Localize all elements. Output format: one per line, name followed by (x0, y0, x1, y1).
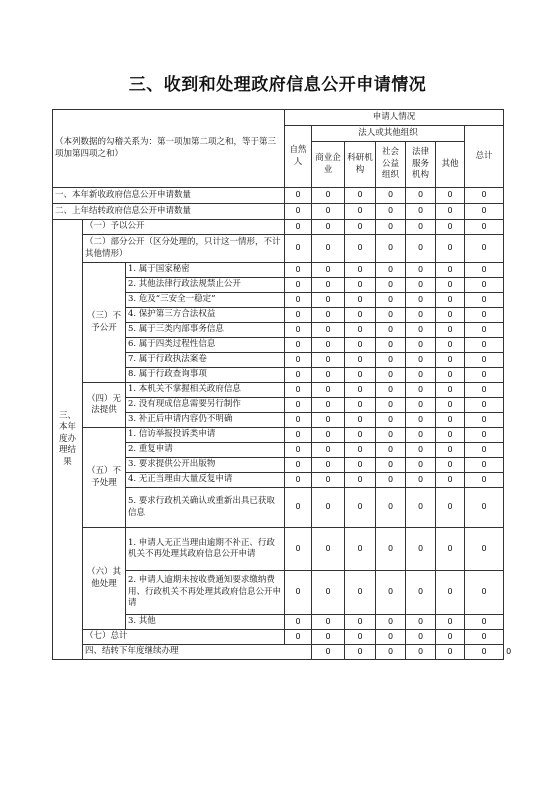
row-label: （一）予以公开 (83, 220, 285, 235)
cell-value: 0 (345, 308, 376, 323)
cell-value: 0 (465, 645, 504, 660)
cell-value: 0 (345, 204, 376, 220)
row-label: 5. 要求行政机关确认或重新出具已获取信息 (126, 488, 285, 528)
cell-value: 0 (436, 293, 465, 308)
cell-value: 0 (312, 458, 345, 473)
row-label: 5. 属于三类内部事务信息 (126, 323, 285, 338)
cell-value: 0 (345, 473, 376, 488)
row-label: 2. 没有现成信息需要另行制作 (126, 398, 285, 413)
cell-value: 0 (345, 278, 376, 293)
row-label: 二、上年结转政府信息公开申请数量 (53, 204, 285, 220)
cell-value: 0 (285, 338, 312, 353)
cell-value: 0 (465, 353, 504, 368)
cell-value: 0 (376, 293, 406, 308)
cell-value: 0 (312, 571, 345, 615)
row-other-processing-item (53, 528, 504, 571)
cell-value: 0 (436, 204, 465, 220)
cell-value: 0 (345, 398, 376, 413)
cell-value: 0 (376, 368, 406, 383)
row-label: 一、本年新收政府信息公开申请数量 (53, 188, 285, 204)
cell-value: 0 (376, 645, 406, 660)
cell-value: 0 (406, 204, 436, 220)
row-not-disclosed-item (53, 263, 504, 278)
cell-value: 0 (285, 428, 312, 443)
cell-value: 0 (376, 630, 406, 645)
cell-value: 0 (312, 368, 345, 383)
cell-value: 0 (376, 235, 406, 263)
cell-value: 0 (345, 488, 376, 528)
cell-value: 0 (436, 398, 465, 413)
cell-value: 0 (376, 615, 406, 630)
cell-value: 0 (345, 571, 376, 615)
row-label: 6. 属于四类过程性信息 (126, 338, 285, 353)
cell-value: 0 (376, 488, 406, 528)
cell-value: 0 (345, 383, 376, 398)
group-not-disclosed-label: （三）不予公开 (83, 263, 126, 383)
cell-value: 0 (406, 443, 436, 458)
cell-value: 0 (406, 220, 436, 235)
cell-value: 0 (436, 323, 465, 338)
cell-value: 0 (465, 263, 504, 278)
row-label: 1. 申请人无正当理由逾期不补正、行政机关不再处理其政府信息公开申请 (126, 528, 285, 571)
cell-value: 0 (312, 473, 345, 488)
cell-value: 0 (465, 188, 504, 204)
cell-value: 0 (312, 353, 345, 368)
cell-value: 0 (376, 443, 406, 458)
cell-value: 0 (465, 630, 504, 645)
cell-value: 0 (345, 220, 376, 235)
cell-value: 0 (285, 413, 312, 428)
cell-value: 0 (345, 353, 376, 368)
cell-value: 0 (345, 323, 376, 338)
cell-value: 0 (376, 383, 406, 398)
cell-value: 0 (376, 263, 406, 278)
header-applicant: 申请人情况 (285, 110, 504, 126)
cell-value: 0 (345, 263, 376, 278)
cell-value: 0 (436, 630, 465, 645)
cell-value: 0 (406, 398, 436, 413)
cell-value: 0 (312, 293, 345, 308)
cell-value: 0 (436, 473, 465, 488)
row-label: 3. 补正后申请内容仍不明确 (126, 413, 285, 428)
cell-value: 0 (436, 645, 465, 660)
cell-value: 0 (406, 308, 436, 323)
cell-value: 0 (285, 293, 312, 308)
cell-value: 0 (285, 263, 312, 278)
cell-value: 0 (436, 528, 465, 571)
header-research: 科研机构 (345, 142, 376, 188)
cell-value: 0 (465, 308, 504, 323)
cell-value: 0 (406, 528, 436, 571)
cell-value: 0 (406, 323, 436, 338)
cell-value: 0 (436, 235, 465, 263)
cell-value: 0 (436, 428, 465, 443)
cell-value: 0 (312, 528, 345, 571)
cell-value: 0 (436, 615, 465, 630)
cell-value: 0 (465, 278, 504, 293)
row-label: 四、结转下年度继续办理 (83, 645, 312, 660)
cell-value: 0 (465, 204, 504, 220)
row-label: 7. 属于行政执法案卷 (126, 353, 285, 368)
cell-value: 0 (465, 458, 504, 473)
cell-value: 0 (465, 615, 504, 630)
cell-value: 0 (406, 188, 436, 204)
cell-value: 0 (465, 443, 504, 458)
row-label: 4. 保护第三方合法权益 (126, 308, 285, 323)
cell-value: 0 (376, 428, 406, 443)
cell-value: 0 (406, 263, 436, 278)
row-label: 1. 信访举报投诉类申请 (126, 428, 285, 443)
header-law: 法律服务机构 (406, 142, 436, 188)
cell-value: 0 (406, 235, 436, 263)
cell-value: 0 (285, 458, 312, 473)
cell-value: 0 (406, 488, 436, 528)
cell-value: 0 (285, 571, 312, 615)
cell-value: 0 (345, 645, 376, 660)
cell-value: 0 (465, 323, 504, 338)
page-title: 三、收到和处理政府信息公开申请情况 (128, 75, 427, 95)
cell-value: 0 (345, 235, 376, 263)
row-label: 1. 属于国家秘密 (126, 263, 285, 278)
cell-value: 0 (465, 235, 504, 263)
row-not-processed-item (53, 428, 504, 443)
cell-value: 0 (312, 413, 345, 428)
cell-value: 0 (376, 458, 406, 473)
cell-value: 0 (406, 383, 436, 398)
cell-value: 0 (345, 338, 376, 353)
cell-value: 0 (285, 188, 312, 204)
cell-value: 0 (285, 615, 312, 630)
cell-value: 0 (285, 353, 312, 368)
row-label: 3. 危及“三安全一稳定” (126, 293, 285, 308)
cell-value: 0 (285, 220, 312, 235)
cell-value: 0 (376, 353, 406, 368)
row-disclosed (53, 220, 504, 235)
row-label: （二）部分公开（区分处理的，只计这一情形，不计其他情形） (83, 235, 285, 263)
cell-value: 0 (345, 528, 376, 571)
cell-value: 0 (312, 220, 345, 235)
row-label: 2. 其他法律行政法规禁止公开 (126, 278, 285, 293)
header-other: 其他 (436, 142, 465, 188)
row-label: 4. 无正当理由大量反复申请 (126, 473, 285, 488)
cell-value: 0 (406, 630, 436, 645)
group-unable-label: （四）无法提供 (83, 383, 126, 428)
row-label: 1. 本机关不掌握相关政府信息 (126, 383, 285, 398)
cell-value: 0 (312, 428, 345, 443)
cell-value: 0 (436, 338, 465, 353)
header-legal: 法人或其他组织 (312, 126, 465, 142)
cell-value: 0 (285, 323, 312, 338)
cell-value: 0 (436, 488, 465, 528)
cell-value: 0 (376, 278, 406, 293)
cell-value: 0 (285, 368, 312, 383)
cell-value: 0 (376, 308, 406, 323)
cell-value: 0 (376, 188, 406, 204)
cell-value: 0 (376, 528, 406, 571)
cell-value: 0 (436, 413, 465, 428)
row-results-total (53, 630, 504, 645)
cell-value: 0 (406, 293, 436, 308)
cell-value: 0 (436, 368, 465, 383)
cell-value: 0 (312, 645, 345, 660)
header-social: 社会公益组织 (376, 142, 406, 188)
cell-value: 0 (312, 488, 345, 528)
cell-value: 0 (406, 278, 436, 293)
cell-value: 0 (285, 473, 312, 488)
cell-value: 0 (436, 458, 465, 473)
cell-value: 0 (406, 428, 436, 443)
cell-value: 0 (436, 353, 465, 368)
section-results-label: 三、本年度办理结果 (53, 220, 83, 660)
cell-value: 0 (406, 353, 436, 368)
cell-value: 0 (312, 398, 345, 413)
cell-value: 0 (345, 615, 376, 630)
cell-value: 0 (312, 323, 345, 338)
cell-value: 0 (465, 338, 504, 353)
cell-value: 0 (345, 368, 376, 383)
cell-value: 0 (345, 630, 376, 645)
cell-value: 0 (465, 220, 504, 235)
header-natural: 自然人 (285, 126, 312, 188)
cell-value: 0 (345, 188, 376, 204)
cell-value: 0 (465, 473, 504, 488)
cell-value: 0 (406, 458, 436, 473)
cell-value: 0 (465, 368, 504, 383)
row-label: 8. 属于行政查询事项 (126, 368, 285, 383)
cell-value: 0 (285, 235, 312, 263)
cell-value: 0 (406, 473, 436, 488)
cell-value: 0 (345, 458, 376, 473)
cell-value: 0 (285, 308, 312, 323)
cell-value: 0 (345, 413, 376, 428)
cell-value: 0 (345, 443, 376, 458)
cell-value: 0 (406, 338, 436, 353)
cell-value: 0 (406, 413, 436, 428)
cell-value: 0 (406, 615, 436, 630)
cell-value: 0 (312, 235, 345, 263)
cell-value: 0 (406, 645, 436, 660)
cell-value: 0 (312, 338, 345, 353)
cell-value: 0 (312, 278, 345, 293)
info-request-table (52, 109, 512, 660)
group-other-processing-label: （六）其他处理 (83, 528, 126, 630)
row-carried-over (53, 204, 504, 220)
cell-value: 0 (376, 413, 406, 428)
cell-value: 0 (285, 204, 312, 220)
cell-value: 0 (436, 443, 465, 458)
cell-value: 0 (465, 293, 504, 308)
cell-value: 0 (345, 293, 376, 308)
row-partially-disclosed (53, 235, 504, 263)
cell-value: 0 (436, 308, 465, 323)
row-new-requests (53, 188, 504, 204)
row-label: 3. 要求提供公开出版物 (126, 458, 285, 473)
cell-value: 0 (436, 278, 465, 293)
cell-value: 0 (465, 383, 504, 398)
cell-value: 0 (312, 443, 345, 458)
cell-value: 0 (376, 204, 406, 220)
cell-value: 0 (436, 571, 465, 615)
row-carry-forward: 四、结转下年度继续办理 0 0 0 0 0 0 0 (53, 645, 504, 660)
cell-value: 0 (345, 428, 376, 443)
cell-value: 0 (465, 413, 504, 428)
cell-value: 0 (376, 473, 406, 488)
cell-value: 0 (436, 263, 465, 278)
cell-value: 0 (312, 188, 345, 204)
cell-value: 0 (312, 263, 345, 278)
cell-value: 0 (376, 338, 406, 353)
cell-value: 0 (465, 398, 504, 413)
cell-value: 0 (376, 220, 406, 235)
row-label: （七）总计 (83, 630, 285, 645)
cell-value: 0 (465, 488, 504, 528)
row-label: 2. 申请人逾期未按收费通知要求缴纳费用、行政机关不再处理其政府信息公开申请 (126, 571, 285, 615)
cell-value: 0 (376, 398, 406, 413)
cell-value: 0 (436, 188, 465, 204)
cell-value: 0 (406, 368, 436, 383)
cell-value: 0 (285, 398, 312, 413)
cell-value: 0 (285, 278, 312, 293)
row-label: 3. 其他 (126, 615, 285, 630)
cell-value: 0 (376, 323, 406, 338)
cell-value: 0 (312, 383, 345, 398)
header-commercial: 商业企业 (312, 142, 345, 188)
cell-value: 0 (436, 383, 465, 398)
cell-value: 0 (285, 443, 312, 458)
cell-value: 0 (285, 528, 312, 571)
cell-value: 0 (436, 220, 465, 235)
cell-value: 0 (312, 308, 345, 323)
cell-value: 0 (312, 630, 345, 645)
cell-value: 0 (376, 571, 406, 615)
cell-value: 0 (285, 630, 312, 645)
cell-value: 0 (285, 383, 312, 398)
group-not-processed-label: （五）不予处理 (83, 428, 126, 528)
cell-value: 0 (285, 488, 312, 528)
cell-value: 0 (465, 571, 504, 615)
cell-value: 0 (465, 428, 504, 443)
header-note: （本列数据的勾稽关系为：第一项加第二项之和，等于第三项加第四项之和） (53, 110, 285, 188)
row-unable-item (53, 383, 504, 398)
cell-value: 0 (312, 615, 345, 630)
header-total: 总计 (465, 126, 504, 188)
row-label: 2. 重复申请 (126, 443, 285, 458)
cell-value: 0 (465, 528, 504, 571)
cell-value: 0 (312, 204, 345, 220)
cell-value: 0 (406, 571, 436, 615)
